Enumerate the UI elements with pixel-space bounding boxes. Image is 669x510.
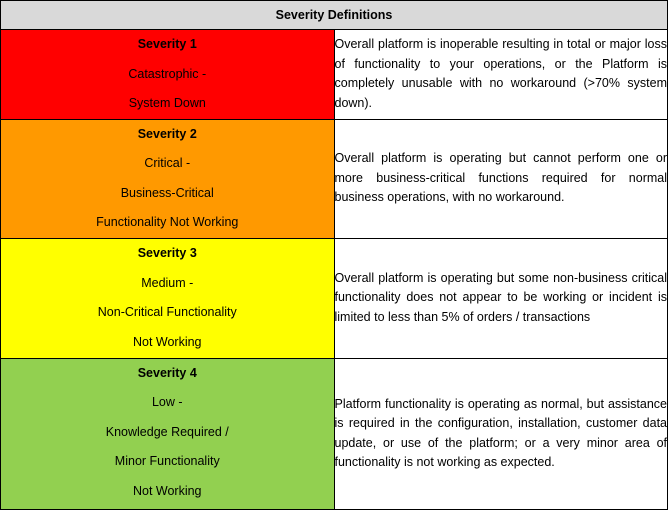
severity-4-label-line-1: Low - <box>151 395 183 409</box>
severity-1-description: Overall platform is inoperable resulting in total or major loss of functionality to your operations, or the Platform is completely unusable with no workaround (>70% system down). <box>334 30 668 120</box>
severity-2-level-cell <box>1 119 335 238</box>
severity-1-name: Severity 1 <box>137 37 197 51</box>
table-row-severity-1 <box>1 30 668 120</box>
severity-1-label-line-2: System Down <box>128 96 206 110</box>
severity-4-label-line-2: Knowledge Required / <box>105 424 229 439</box>
severity-3-description: Overall platform is operating but some non-business critical functionality does not appear to be working or incident is limited to less than 5% of orders / transactions <box>334 238 668 358</box>
severity-3-label-line-2: Non-Critical Functionality <box>97 305 237 319</box>
table-row-severity-4 <box>1 358 668 509</box>
severity-4-label-line-4: Not Working <box>132 483 202 498</box>
severity-1-label-line-1: Catastrophic - <box>128 66 207 81</box>
severity-3-name: Severity 3 <box>137 246 197 260</box>
severity-2-label-line-1: Critical - <box>144 156 191 170</box>
severity-3-label-line-1: Medium - <box>141 275 194 290</box>
severity-1-level-cell <box>1 30 335 120</box>
table-title: Severity Definitions <box>1 1 668 30</box>
table-row-severity-3 <box>1 238 668 358</box>
table-row-severity-2 <box>1 119 668 238</box>
severity-4-description: Platform functionality is operating as normal, but assistance is required in the configuration, installation, customer data update, or use of the platform; or a very minor area of functionality is not working as expected. <box>334 358 668 509</box>
severity-2-label-line-3: Functionality Not Working <box>96 215 239 229</box>
severity-4-label-line-3: Minor Functionality <box>114 454 220 468</box>
severity-2-description: Overall platform is operating but cannot perform one or more business-critical functions required for normal business operations, with no workaround. <box>334 119 668 238</box>
severity-2-name: Severity 2 <box>137 126 197 141</box>
severity-3-level-cell <box>1 238 335 358</box>
severity-4-name: Severity 4 <box>137 365 197 380</box>
severity-4-level-cell <box>1 358 335 509</box>
severity-2-label-line-2: Business-Critical <box>120 185 214 200</box>
severity-3-label-line-3: Not Working <box>132 334 202 349</box>
